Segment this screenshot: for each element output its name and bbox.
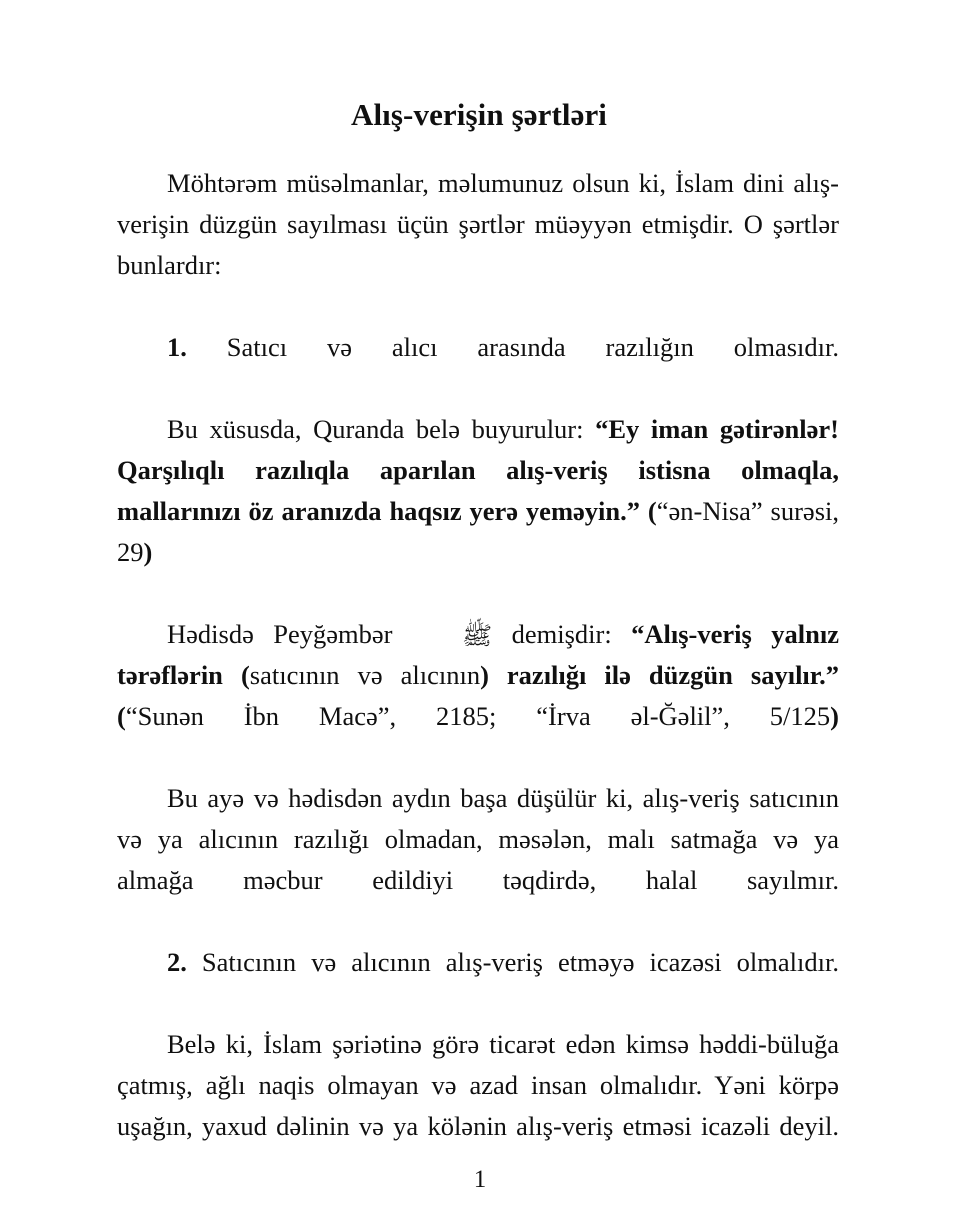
explanation-1-text: Bu ayə və hədisdən aydın başa düşülür ki, alış-veriş satıcının və ya alıcının razılığı olmadan, məsələn, malı satmağa və ya almağa məcbur edildiyi təqdirdə, halal sayılmır.: [117, 783, 839, 895]
hadith-lead-before: Hədisdə Peyğəmbər: [167, 619, 412, 649]
hadith-quote-part-2: ) razılığı ilə düzgün sayılır.” (: [117, 660, 839, 731]
paragraph-condition-2: [117, 942, 839, 1024]
quran-citation: “ən-Nisa” surəsi, 29: [117, 496, 839, 567]
hadith-quote-part-1: “Alış-veriş yalnız tərəflərin (: [117, 619, 839, 690]
quran-quote: “Ey iman gətirənlər! Qarşılıqlı razılıqla aparılan alış-veriş istisna olmaqla, mallarınızı öz aranızda haqsız yerə yeməyin.” (: [117, 414, 840, 526]
quran-citation-close-paren: ): [143, 537, 153, 567]
paragraph-explanation-1: [117, 778, 839, 942]
page-body: [117, 163, 839, 1188]
hadith-citation-close-paren: ): [830, 701, 839, 731]
paragraph-intro: [117, 163, 839, 327]
condition-2-number: 2.: [167, 947, 187, 977]
quran-lead: Bu xüsusda, Quranda belə buyurulur:: [167, 414, 596, 444]
page-title: Alış-verişin şərtləri: [350, 96, 608, 132]
paragraph-explanation-2: [117, 1024, 839, 1188]
hadith-quote-parenthetical: satıcının və alıcının: [249, 660, 481, 690]
paragraph-condition-1: [117, 327, 839, 409]
condition-2-text: Satıcının və alıcının alış-veriş etməyə icazəsi olmalıdır.: [186, 947, 839, 977]
explanation-2-text: Belə ki, İslam şəriətinə görə ticarət edən kimsə həddi-büluğa çatmış, ağlı naqis olmayan və azad insan olmalıdır. Yəni körpə uşağın, yaxud dəlinin və ya kölənin alış-veriş etməsi icazəli deyil.: [117, 1029, 839, 1141]
intro-text: Möhtərəm müsəlmanlar, məlumunuz olsun ki, İslam dini alış-verişin düzgün sayılması üçün şərtlər müəyyən etmişdir. O şərtlər bunlardır:: [117, 168, 839, 280]
condition-1-number: 1.: [167, 332, 187, 362]
hadith-lead-after: demişdir:: [492, 619, 632, 649]
page-number: 1: [473, 1166, 487, 1193]
paragraph-hadith-quote: Hədisdə Peyğəmbər ﷺ demişdir: “Alış-veriş yalnız tərəflərin (satıcının və alıcının) razılığı ilə düzgün sayılır.” (“Sunən İbn Macə”, 2185; “İrva əl-Ğəlil”, 5/125): [117, 619, 839, 731]
hadith-citation: “Sunən İbn Macə”, 2185; “İrva əl-Ğəlil”, 5/125: [125, 701, 831, 731]
paragraph-quran-quote: [117, 409, 839, 614]
condition-1-text: Satıcı və alıcı arasında razılığın olmasıdır.: [186, 332, 839, 362]
